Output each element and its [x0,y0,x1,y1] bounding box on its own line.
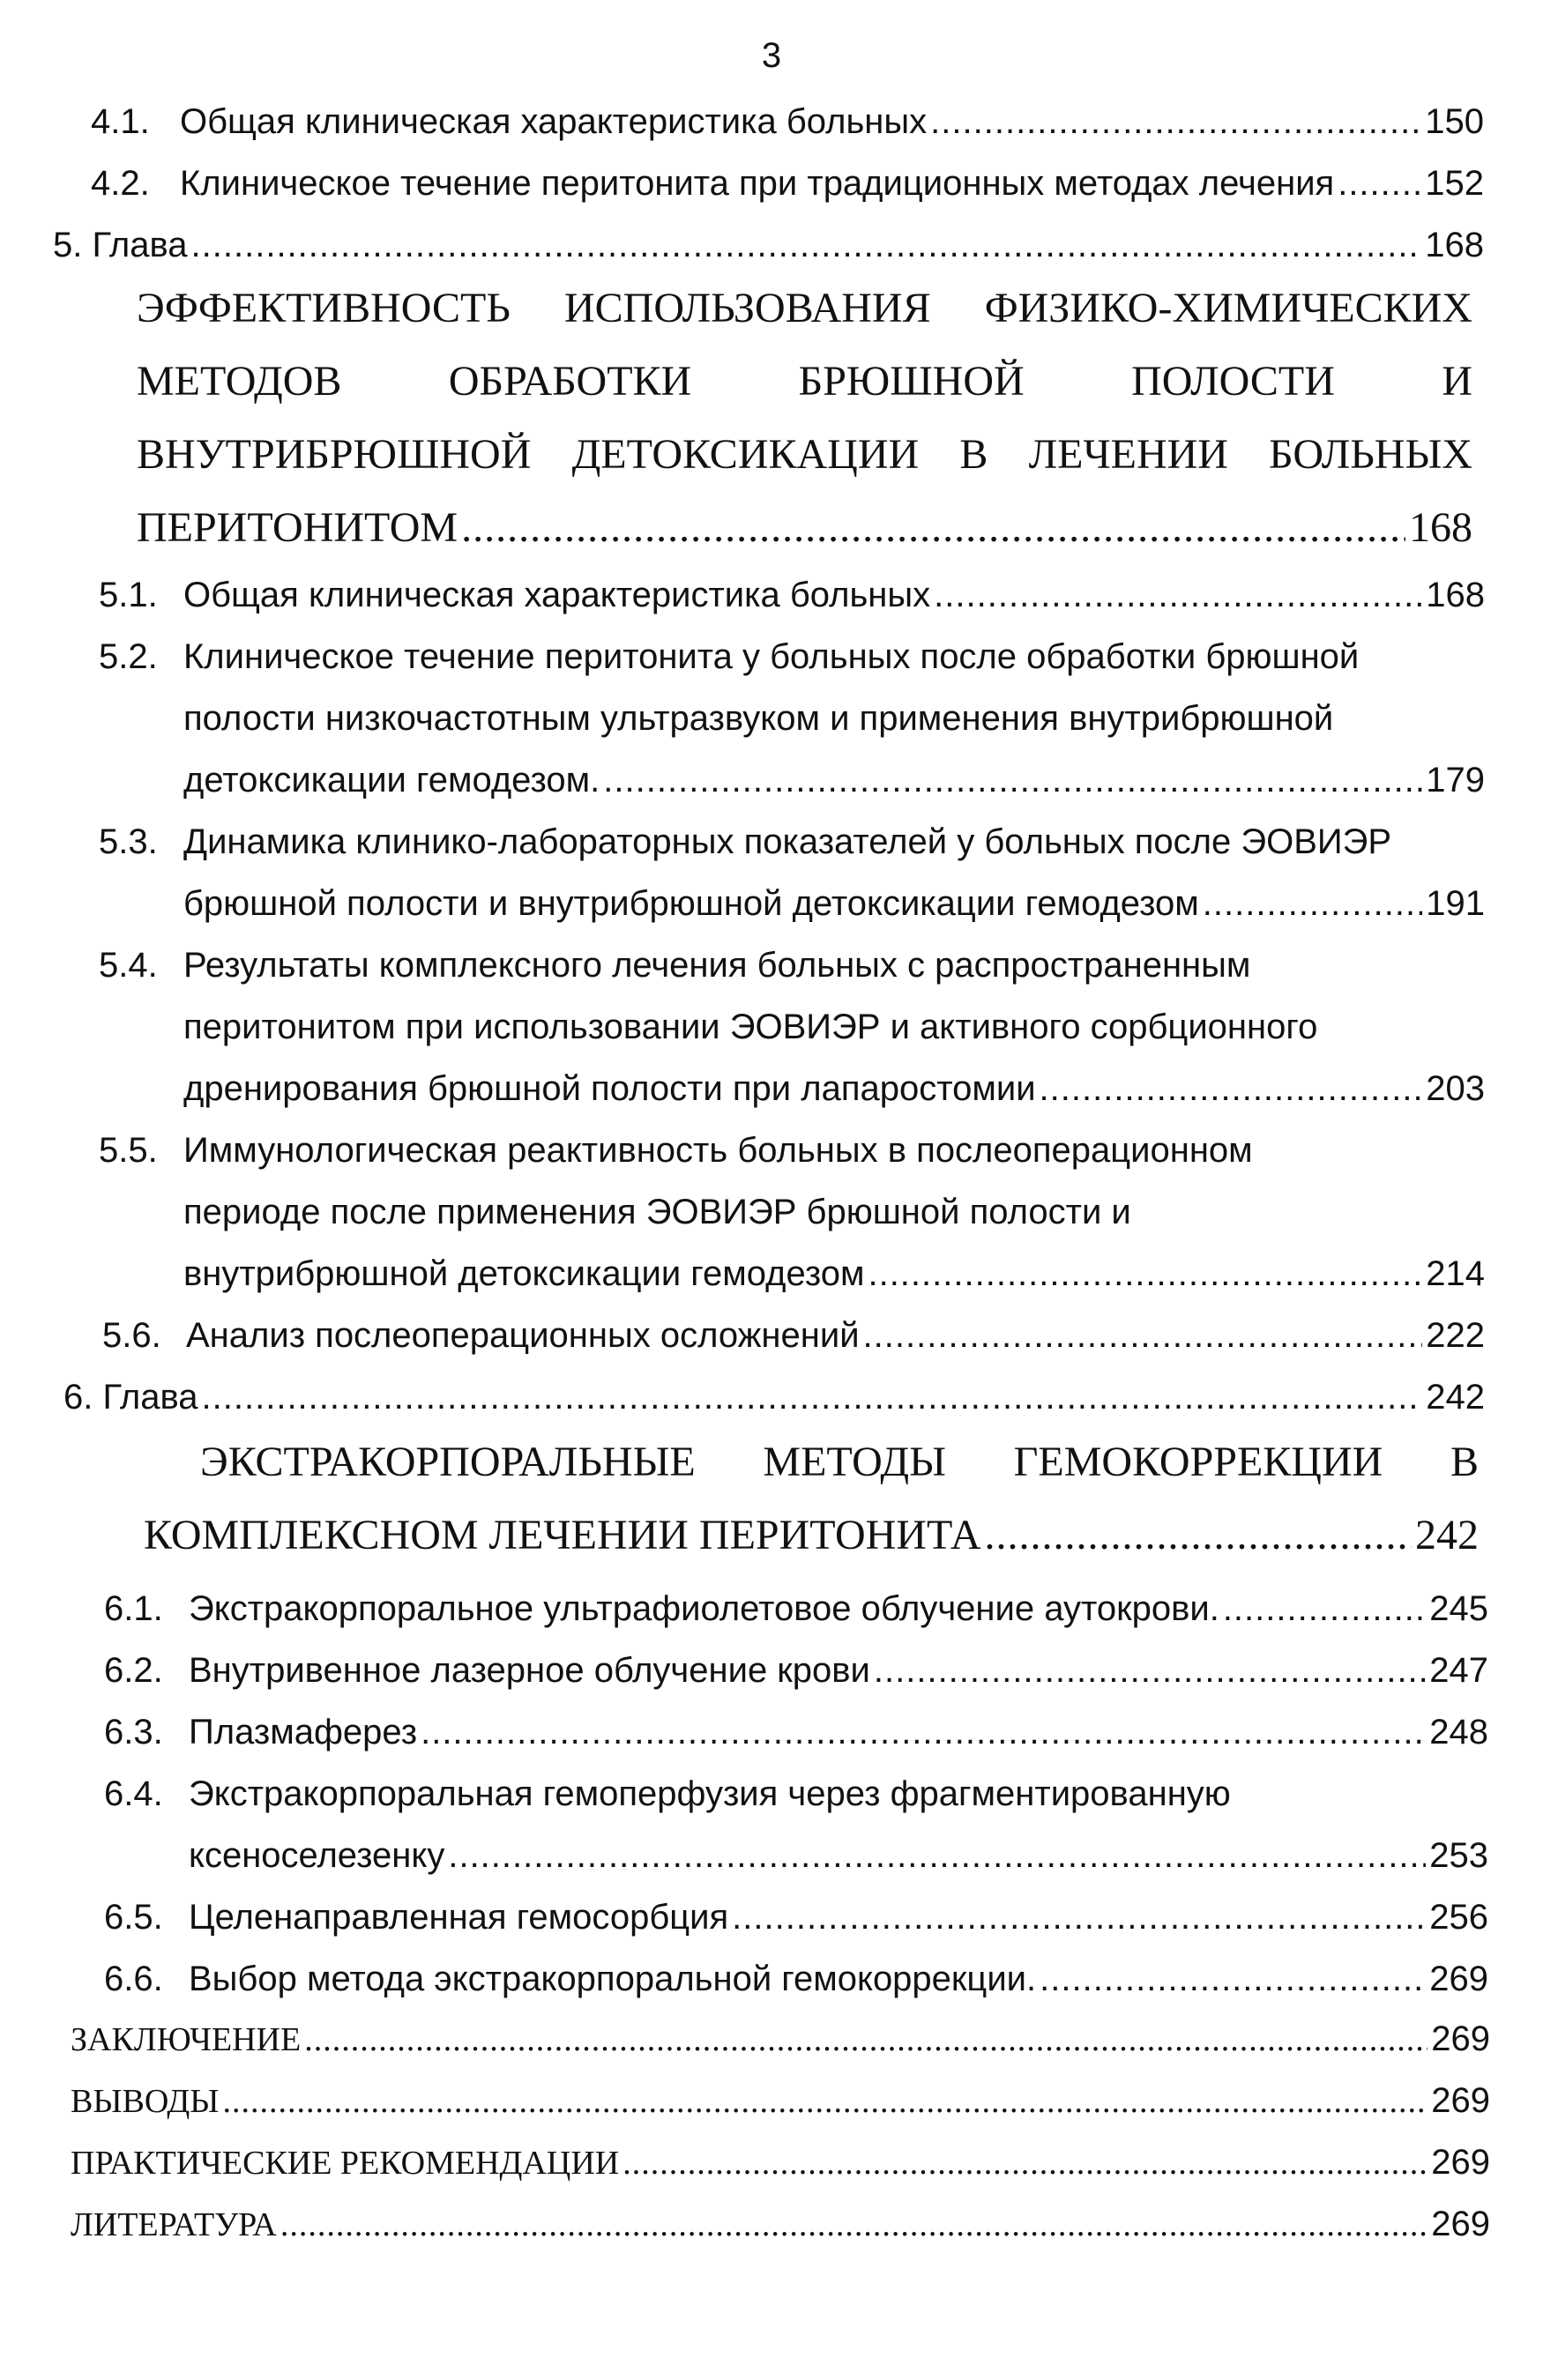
toc-entry-page: 168 [1425,226,1484,264]
toc-entry-number: 6.1. [104,1589,163,1628]
toc-entry-page: 269 [1431,2205,1490,2243]
toc-entry-page: 222 [1426,1316,1485,1355]
toc-entry-5-3[interactable] [99,811,1485,934]
leader-dots [1223,1578,1426,1640]
toc-entry-number: 6.6. [104,1960,163,1998]
toc-chapter-5[interactable] [53,214,1484,276]
toc-entry-6-1[interactable] [104,1578,1488,1640]
toc-entry-page: 191 [1426,884,1485,923]
chapter-title-line: МЕТОДОВ ОБРАБОТКИ БРЮШНОЙ ПОЛОСТИ И [137,358,1472,405]
toc-entry-title: Экстракорпоральное ультрафиолетовое облучение аутокрови. [189,1589,1219,1628]
toc-entry-number: 6.2. [104,1651,163,1690]
toc-entry-title: ксеноселезенку [189,1836,445,1875]
toc-entry-page: 256 [1429,1898,1488,1937]
leader-dots [874,1640,1426,1701]
toc-entry-title: брюшной полости и внутрибрюшной детоксикации гемодезом [183,884,1199,923]
toc-entry-6-4[interactable] [104,1763,1488,1886]
toc-entry-page: 269 [1431,2081,1490,2120]
chapter-5-title[interactable] [137,271,1472,564]
toc-entry-4-2[interactable] [91,152,1484,214]
toc-entry-6-6[interactable] [104,1948,1488,2010]
toc-entry-title: Общая клиническая характеристика больных [183,576,931,614]
toc-entry-title: ЛИТЕРАТУРА [71,2206,277,2243]
toc-entry-title: ЗАКЛЮЧЕНИЕ [71,2021,302,2058]
toc-entry-title: Результаты комплексного лечения больных с распространенным [183,946,1251,985]
toc-entry-title: Экстракорпоральная гемоперфузия через фрагментированную [189,1774,1231,1813]
toc-entry-number: 6.3. [104,1713,163,1752]
toc-entry-title: Плазмаферез [189,1713,418,1752]
chapter-title-line: ВНУТРИБРЮШНОЙ ДЕТОКСИКАЦИИ В ЛЕЧЕНИИ БОЛЬНЫХ [137,431,1472,478]
chapter-label: Глава [102,1378,198,1417]
toc-entry-5-4[interactable] [99,934,1485,1119]
toc-entry-title: Общая клиническая характеристика больных [180,102,928,141]
toc-entry-conclusion[interactable] [71,2008,1490,2070]
leader-dots [304,2009,1427,2071]
leader-dots [1040,1948,1426,2010]
toc-entry-title: Динамика клинико-лабораторных показателей у больных после ЭОВИЭР [183,822,1392,861]
toc-chapter-6[interactable] [63,1366,1485,1428]
toc-entry-title: Целенаправленная гемосорбция [189,1898,729,1937]
toc-entry-page: 269 [1431,2019,1490,2058]
toc-entry-6-2[interactable] [104,1640,1488,1701]
toc-entry-page: 269 [1429,1960,1488,1998]
toc-entry-page: 214 [1426,1254,1485,1293]
leader-dots [448,1825,1426,1886]
leader-dots [934,564,1422,626]
toc-entry-title: Иммунологическая реактивность больных в послеоперационном [183,1131,1253,1170]
leader-dots [868,1243,1422,1305]
toc-entry-number: 5.4. [99,946,158,985]
toc-entry-recommendations[interactable] [71,2131,1490,2193]
toc-entry-number: 5.1. [99,576,158,614]
toc-entry-page: 179 [1426,761,1485,800]
toc-entry-page: 248 [1429,1713,1488,1752]
toc-entry-number: 5.3. [99,822,158,861]
leader-dots [461,491,1405,564]
toc-entry-title: детоксикации гемодезом. [183,761,600,800]
toc-entry-page: 152 [1425,164,1484,203]
toc-entry-title: Анализ послеоперационных осложнений [186,1316,860,1355]
toc-entry-title: перитонитом при использовании ЭОВИЭР и активного сорбционного [183,1008,1318,1046]
chapter-6-title[interactable] [144,1425,1479,1572]
toc-entry-page: 253 [1429,1836,1488,1875]
toc-entry-number: 5.2. [99,637,158,676]
leader-dots [280,2194,1427,2256]
toc-entry-page: 269 [1431,2143,1490,2182]
leader-dots [863,1305,1423,1366]
toc-entry-number: 5.5. [99,1131,158,1170]
toc-entry-page: 242 [1415,1512,1479,1558]
toc-entry-title [63,1366,198,1428]
toc-entry-number: 6. [63,1378,93,1417]
toc-entry-title: Внутривенное лазерное облучение крови [189,1651,870,1690]
toc-entry-page: 150 [1425,102,1484,141]
toc-entry-findings[interactable] [71,2070,1490,2131]
toc-entry-number: 4.2. [91,164,150,203]
leader-dots [930,91,1421,152]
toc-entry-title [53,214,188,276]
toc-entry-5-6[interactable] [102,1305,1485,1366]
leader-dots [622,2132,1427,2194]
chapter-title-line: ЭФФЕКТИВНОСТЬ ИСПОЛЬЗОВАНИЯ ФИЗИКО-ХИМИЧЕСКИХ [137,285,1472,331]
toc-entry-title: Клиническое течение перитонита при традиционных методах лечения [180,164,1335,203]
chapter-title-line: ПЕРИТОНИТОМ [137,504,458,551]
toc-entry-title: дренирования брюшной полости при лапаростомии [183,1069,1036,1108]
leader-dots [222,2071,1427,2132]
toc-entry-title: Выбор метода экстракорпоральной гемокоррекции. [189,1960,1037,1998]
toc-entry-number: 5. [53,226,83,264]
toc-entry-title: полости низкочастотным ультразвуком и применения внутрибрюшной [183,699,1334,738]
toc-entry-title: ПРАКТИЧЕСКИЕ РЕКОМЕНДАЦИИ [71,2145,620,2182]
toc-entry-title: периоде после применения ЭОВИЭР брюшной полости и [183,1193,1131,1231]
toc-entry-number: 6.5. [104,1898,163,1937]
toc-entry-number: 5.6. [102,1316,161,1355]
leader-dots [1040,1058,1423,1119]
toc-entry-page: 168 [1426,576,1485,614]
leader-dots [191,214,1422,276]
chapter-title-line: ЭКСТРАКОРПОРАЛЬНЫЕ МЕТОДЫ ГЕМОКОРРЕКЦИИ В [200,1439,1479,1485]
leader-dots [732,1886,1426,1948]
toc-entry-literature[interactable] [71,2193,1490,2255]
leader-dots [202,1366,1423,1428]
leader-dots [421,1701,1426,1763]
chapter-label: Глава [92,226,188,264]
leader-dots [1203,873,1422,934]
toc-entry-number: 4.1. [91,102,150,141]
toc-entry-4-1[interactable] [91,91,1484,152]
toc-entry-5-1[interactable] [99,564,1485,626]
toc-entry-page: 245 [1429,1589,1488,1628]
toc-entry-title: внутрибрюшной детоксикации гемодезом [183,1254,865,1293]
toc-entry-title: Клиническое течение перитонита у больных после обработки брюшной [183,637,1360,676]
toc-entry-5-2[interactable] [99,626,1485,811]
leader-dots [1338,152,1421,214]
leader-dots [985,1499,1412,1572]
toc-entry-page: 203 [1426,1069,1485,1108]
toc-entry-title: ВЫВОДЫ [71,2083,220,2120]
toc-entry-page: 168 [1409,504,1472,551]
toc-entry-6-5[interactable] [104,1886,1488,1948]
leader-dots [603,749,1422,811]
chapter-title-line: КОМПЛЕКСНОМ ЛЕЧЕНИИ ПЕРИТОНИТА [144,1512,981,1558]
toc-entry-page: 247 [1429,1651,1488,1690]
toc-entry-5-5[interactable] [99,1119,1485,1305]
toc-entry-page: 242 [1426,1378,1485,1417]
page-number: 3 [761,36,782,75]
toc-entry-number: 6.4. [104,1774,163,1813]
toc-entry-6-3[interactable] [104,1701,1488,1763]
